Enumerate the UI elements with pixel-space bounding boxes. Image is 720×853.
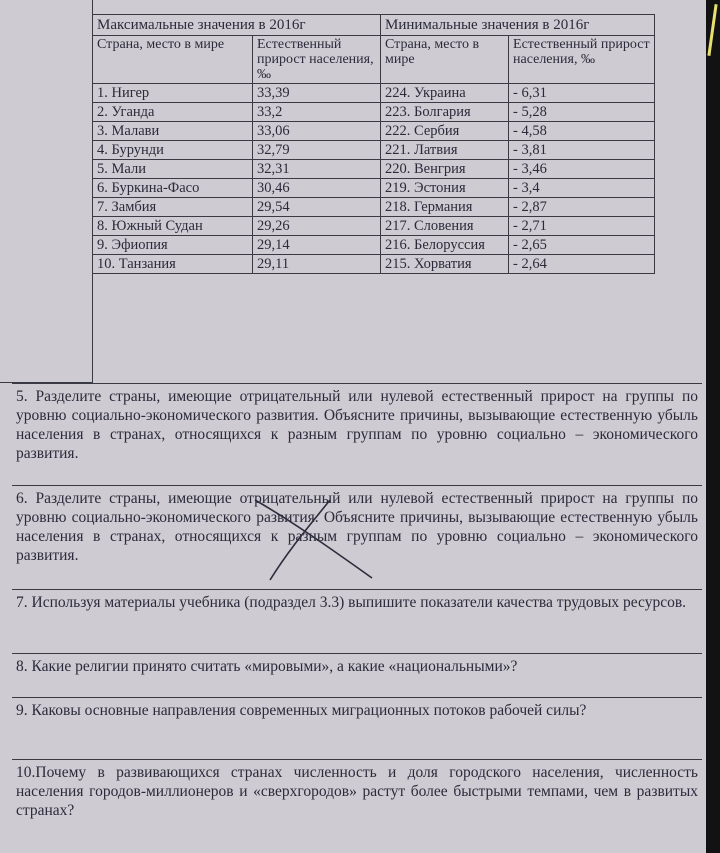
growth-min-cell: - 3,4 [509, 179, 655, 198]
country-max-cell: 6. Буркина-Фасо [93, 179, 253, 198]
yellow-edge-mark [707, 4, 717, 56]
question-6: 6. Разделите страны, имеющие отрицательный или нулевой естественный прирост на группы по уровню социально-экономического развития. Объясните причины, вызывающие естественную убыль населения в странах, относящихся к разным группам по уровню социально – экономического развития. [12, 485, 702, 587]
growth-min-cell: - 2,71 [509, 217, 655, 236]
growth-max-cell: 33,39 [253, 84, 381, 103]
country-min-cell: 224. Украина [381, 84, 509, 103]
country-min-cell: 220. Венгрия [381, 160, 509, 179]
country-max-cell: 3. Малави [93, 122, 253, 141]
growth-min-cell: - 4,58 [509, 122, 655, 141]
country-min-cell: 217. Словения [381, 217, 509, 236]
table-row [93, 198, 655, 217]
country-max-cell: 8. Южный Судан [93, 217, 253, 236]
table-row [93, 160, 655, 179]
left-margin-column [0, 0, 93, 383]
country-min-cell: 223. Болгария [381, 103, 509, 122]
question-7: 7. Используя материалы учебника (подраздел 3.3) выпишите показатели качества трудовых ресурсов. [12, 589, 702, 651]
table-row [93, 103, 655, 122]
country-max-cell: 1. Нигер [93, 84, 253, 103]
country-min-cell: 216. Белоруссия [381, 236, 509, 255]
country-min-cell: 221. Латвия [381, 141, 509, 160]
growth-min-cell: - 2,64 [509, 255, 655, 274]
question-5: 5. Разделите страны, имеющие отрицательный или нулевой естественный прирост на группы по уровню социально-экономического развития. Объясните причины, вызывающие естественную убыль населения в странах, относящихся к разным группам по уровню социально – экономического развития. [12, 383, 702, 483]
growth-min-cell: - 6,31 [509, 84, 655, 103]
col-country-min: Страна, место в мире [381, 36, 509, 84]
growth-table [92, 14, 655, 274]
table-row [93, 217, 655, 236]
question-10: 10.Почему в развивающихся странах численность и доля городского населения, численность населения городов-миллионеров и «сверхгородов» растут более быстрыми темпами, чем в развитых странах? [12, 759, 702, 853]
growth-min-cell: - 3,81 [509, 141, 655, 160]
col-growth-max: Естественный прирост населения, ‰ [253, 36, 381, 84]
table-row [93, 122, 655, 141]
table-row [93, 179, 655, 198]
country-max-cell: 10. Танзания [93, 255, 253, 274]
min-values-header: Минимальные значения в 2016г [381, 15, 655, 36]
growth-min-cell: - 5,28 [509, 103, 655, 122]
growth-max-cell: 29,54 [253, 198, 381, 217]
growth-max-cell: 32,31 [253, 160, 381, 179]
growth-min-cell: - 2,65 [509, 236, 655, 255]
question-8: 8. Какие религии принято считать «мировыми», а какие «национальными»? [12, 653, 702, 695]
table-row [93, 84, 655, 103]
question-9: 9. Каковы основные направления современных миграционных потоков рабочей силы? [12, 697, 702, 757]
growth-max-cell: 32,79 [253, 141, 381, 160]
growth-min-cell: - 3,46 [509, 160, 655, 179]
country-min-cell: 222. Сербия [381, 122, 509, 141]
table-row [93, 141, 655, 160]
col-growth-min: Естественный прирост населения, ‰ [509, 36, 655, 84]
country-max-cell: 2. Уганда [93, 103, 253, 122]
country-min-cell: 219. Эстония [381, 179, 509, 198]
growth-max-cell: 29,11 [253, 255, 381, 274]
country-min-cell: 218. Германия [381, 198, 509, 217]
table-row [93, 236, 655, 255]
country-max-cell: 9. Эфиопия [93, 236, 253, 255]
growth-max-cell: 33,2 [253, 103, 381, 122]
max-values-header: Максимальные значения в 2016г [93, 15, 381, 36]
growth-max-cell: 29,26 [253, 217, 381, 236]
country-max-cell: 5. Мали [93, 160, 253, 179]
table-row [93, 255, 655, 274]
col-country-max: Страна, место в мире [93, 36, 253, 84]
growth-min-cell: - 2,87 [509, 198, 655, 217]
country-max-cell: 4. Бурунди [93, 141, 253, 160]
growth-max-cell: 30,46 [253, 179, 381, 198]
country-min-cell: 215. Хорватия [381, 255, 509, 274]
photo-edge [706, 0, 720, 853]
growth-max-cell: 33,06 [253, 122, 381, 141]
country-max-cell: 7. Замбия [93, 198, 253, 217]
growth-max-cell: 29,14 [253, 236, 381, 255]
